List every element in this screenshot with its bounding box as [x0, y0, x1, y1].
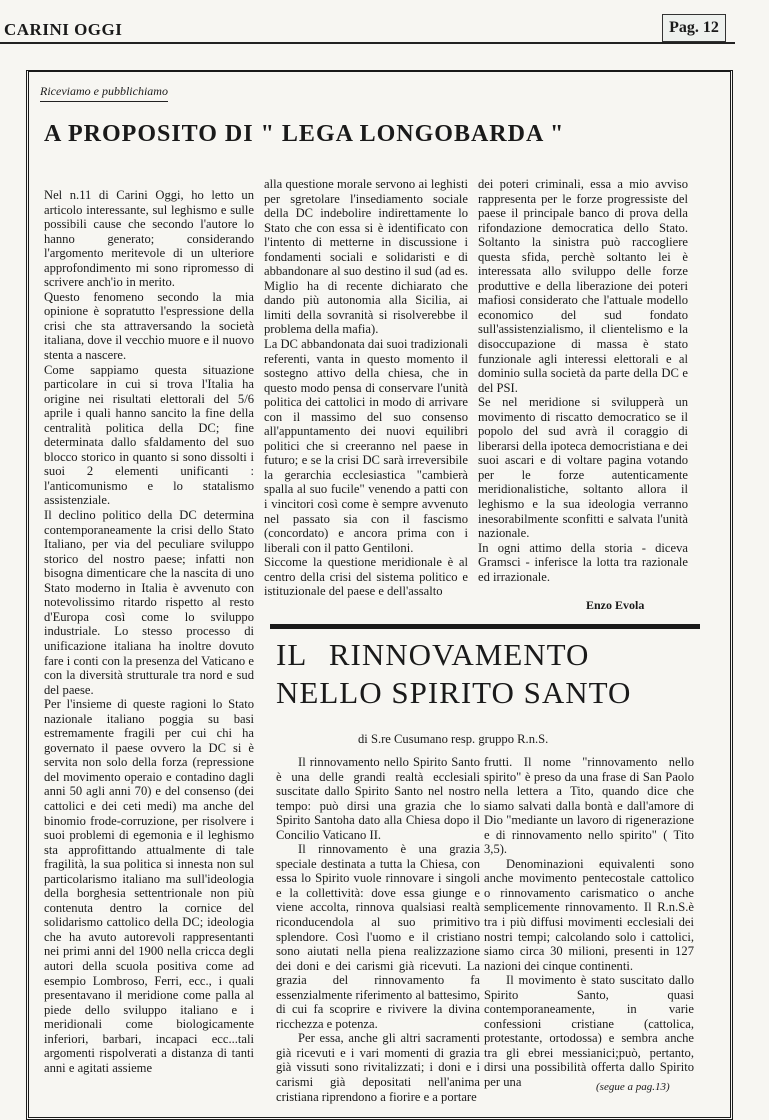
article1-signature: Enzo Evola: [586, 598, 645, 612]
paragraph: Se nel meridione si svilupperà un movimento di riscatto democratico se il popolo del sud avrà il coraggio di liberarsi della ipoteca democristiana e dei suoi ascari e di voltare pagina votando per le forze autenticamente meridionalistiche, soltanto allora il leghismo e la sua ideologia verranno inesorabilmente sconfitti e salvata l'unità nazionale.: [478, 395, 688, 541]
paragraph: Nel n.11 di Carini Oggi, ho letto un articolo interessante, sul leghismo e sulle possibili cause che secondo l'autore lo hanno generato; considerando l'argomento meritevole di un ulteriore approfondimento mi sono ripromesso di scrivere anch'io in merito.: [44, 188, 254, 290]
header-rule: [0, 42, 735, 44]
paragraph: Denominazioni equivalenti sono anche movimento pentecostale cattolico o rinnovamento carismatico o anche semplicemente rinnovamento. Il R.n.S.è tra i più diffusi movimenti ecclesiali dei nostri tempi; calcolando solo i cattolici, siamo circa 30 milioni, presenti in 127 nazioni dei cinque continenti.: [484, 856, 694, 973]
paragraph: frutti. Il nome "rinnovamento nello spirito" è preso da una frase di San Paolo nella lettera a Tito, quando dice che siamo salvati dalla bontà e dall'amore di Dio "mediante un lavoro di rigenerazione e di rinnovamento nello spirito" ( Tito 3,5).: [484, 755, 694, 857]
article2-column-2: [484, 755, 694, 1090]
article2-title-line-1: IL RINNOVAMENTO: [276, 637, 590, 672]
article2-column-1: [276, 755, 480, 1104]
paragraph: alla questione morale servono ai leghisti per sgretolare l'insediamento sociale della DC indebolire indirettamente lo Stato che con essa si è identificato con l'intento di metterne in discussione i fondamenti sociali e solidaristi e di abbandonare al suo destino il sud (ad es. Miglio ha di recente dichiarato che dando più autonomia alla Sicilia, ai limiti della sovranità si risolverebbe il problema della mafia).: [264, 177, 468, 337]
paragraph: Per essa, anche gli altri sacramenti già ricevuti e i vari momenti di grazia già vissuti sono rivitalizzati; i doni e i carismi già depositati nell'anima cristiana riprendono a fiorire e a portare: [276, 1031, 480, 1104]
article1-column-3: [478, 177, 688, 584]
paragraph: Questo fenomeno secondo la mia opinione è sopratutto l'espressione della crisi che sta attraversando la società italiana, dove il vecchio muore e il nuovo stenta a nascere.: [44, 289, 254, 363]
paragraph: In ogni attimo della storia - diceva Gramsci - inferisce la lotta tra razionale ed irrazionale.: [478, 540, 688, 584]
paragraph: Siccome la questione meridionale è al centro della crisi del sistema politico e istituzionale del paese e dell'assalto: [264, 555, 468, 599]
paragraph: La DC abbandonata dai suoi tradizionali referenti, vanta in questo momento il sostegno attivo della chiesa, che in questo modo pensa di conservare l'unità politica dei cattolici in modo di arrivare con il massimo del suo consenso all'appuntamento dei nuovi equilibri politici che si creeranno nel paese in futuro; e se la crisi DC sarà irreversibile la gerarchia ecclesiastica "cambierà spalla al suo fucile" venendo a patti con i vincitori così come è sempre avvenuto nel passato sia con il fascismo (concordato) e ancora prima con i liberali con il patto Gentiloni.: [264, 337, 468, 555]
paragraph: Il declino politico della DC determina contemporaneamente la crisi dello Stato Italiano, per via del peculiare sviluppo storico del nostro paese; infatti non bisogna dimenticare che la nascita di uno Stato moderno in Italia è avvenuto con notevolissimo ritardo rispetto al resto d'Europa così come lo sviluppo industriale. Lo stesso processo di unificazione italiana ha inoltre dovuto fare i conti con la presenza del Vaticano e con la diversità strutturale tra nord e sud del paese.: [44, 508, 254, 697]
article2-title-line-2: NELLO SPIRITO SANTO: [276, 675, 632, 710]
article1-column-1: [44, 188, 254, 1075]
paragraph: dei poteri criminali, essa a mio avviso rappresenta per le forze progressiste del paese il principale banco di prova della rifondazione democratica dello Stato. Soltanto la sinistra può raccogliere questa sfida, perchè soltanto lei è interessata allo sviluppo delle forze produttive e della liberazione dei poteri mafiosi considerato che l'attuale modello economico del sud fondato sull'assistenzialismo, il clientelismo e la disoccupazione di massa è stato funzionale agli interessi elettorali e al dominio sulla società da parte della DC e del PSI.: [478, 177, 688, 395]
section-kicker: Riceviamo e pubblichiamo: [40, 84, 168, 102]
page-header: [0, 0, 769, 50]
masthead: CARINI OGGI: [4, 20, 123, 39]
paragraph: Il rinnovamento nello Spirito Santo è una delle grandi realtà ecclesiali suscitate dallo Spirito Santo nel nostro tempo: può dirsi una grazia che lo Spirito Santoha dato alla Chiesa dopo il Concilio Vaticano II.: [276, 755, 480, 842]
paragraph: Come sappiamo questa situazione particolare in cui si trova l'Italia ha origine nei risultati elettorali del 5/6 aprile i quali hanno sancito la fine della centralità politica della DC; fine determinata dallo sfaldamento del suo blocco storico in quanto si sono dissolti i suoi 2 elementi unificanti : l'anticomunismo e lo statalismo assistenziale.: [44, 362, 254, 508]
page-number: Pag. 12: [662, 14, 726, 42]
article1-title: A PROPOSITO DI " LEGA LONGOBARDA ": [44, 121, 565, 147]
article-separator: [270, 624, 700, 629]
continued-note: (segue a pag.13): [596, 1081, 670, 1093]
paragraph: Per l'insieme di queste ragioni lo Stato nazionale italiano poggia su basi estremamente fragili per cui chi ha governato il paese ovvero la DC si è servita non solo della forza (repressione del movimento operaio e contadino dagli anni 50 agli anni 70) e del consenso (dei cattolici e dei ceti medi) ma anche del binomio frode-corruzione, per risolvere i suoi problemi di egemonia e il leghismo sta approfittando attualmente di tale fragilità, la sua politica si innesta non sul particolarismo italiano ma sull'ideologia della borghesia settentrionale non più contenuta dentro la cornice del solidarismo cattolico della DC; ideologia che ha avuto autorevoli rappresentanti nei primi anni del 1900 nella cricca degli autori della scuola positiva come ad esempio Lombroso, Ferri, ecc., i quali presentavano il meridione come palla al piede dello sviluppo italiano e i meridionali come biologicamente inferiori, barbari, incapaci ecc...tali argomenti rispolverati a distanza di tanti anni e agitati assieme: [44, 697, 254, 1075]
paragraph: Il movimento è stato suscitato dallo Spirito Santo, quasi contemporaneamente, in varie confessioni cristiane (cattolica, protestante, ortodossa) e sembra anche tra gli ebrei messianici;può, pertanto, dirsi una possibilità offerta dallo Spirito per una: [484, 973, 694, 1090]
article2-title: [276, 636, 706, 712]
paragraph: Il rinnovamento è una grazia speciale destinata a tutta la Chiesa, con essa lo Spirito vuole rinnovare i singoli e la collettività: dove essa giunge e viene accolta, rinnova qualsiasi realtà riconducendola al suo primitivo splendore. Così l'uomo e il cristiano sono aiutati nella piena realizzazione dei doni e dei carismi già ricevuti. La grazia del rinnovamento fa essenzialmente riferimento al battesimo, di cui fa scoprire e rivivere la divina ricchezza e potenza.: [276, 842, 480, 1031]
article1-column-2: [264, 177, 468, 599]
article2-byline: di S.re Cusumano resp. gruppo R.n.S.: [358, 732, 549, 746]
